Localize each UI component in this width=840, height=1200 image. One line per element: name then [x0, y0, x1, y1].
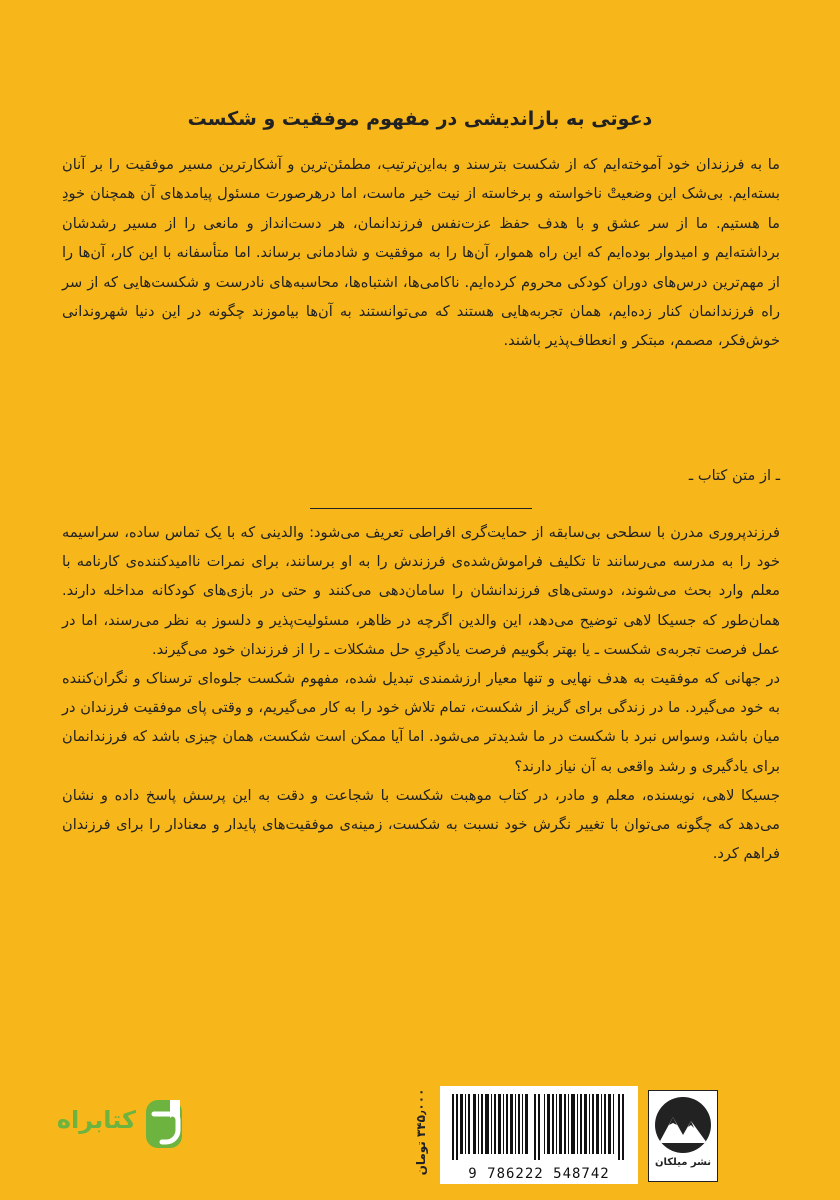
description-paragraph-1: فرزندپروری مدرن با سطحی بی‌سابقه از حمایت‌گری افراطی تعریف می‌شود: والدینی که با یک تماس ساده، سراسیمه خود را به مدرسه می‌رسانند تا تکلیف فراموش‌شده‌ی فرزندش را به او برسانند، برای نمرات ناامیدکننده‌ی کارنامه با معلم وارد بحث می‌شوند، دوستی‌های فرزندانشان را سامان‌دهی می‌کنند و حتی در بازی‌های کودکانه مداخله دارند. همان‌طور که جسیکا لاهی توضیح می‌دهد، این والدین اگرچه در ظاهر، مسئولیت‌پذیر و دلسوز به نظر می‌رسند، اما در عمل فرصت تجربه‌ی شکست ـ یا بهتر بگوییم فرصت یادگیریِ حل مشکلات ـ را از فرزندان خود می‌گیرند. — [62, 524, 780, 658]
isbn-digits: 9 786222 548742 — [468, 1166, 610, 1182]
book-description — [62, 518, 780, 868]
ketabrah-logo-text: کتابراه — [56, 1106, 136, 1134]
barcode-bars-icon — [448, 1094, 630, 1160]
section-divider — [310, 508, 532, 509]
mountain-icon — [655, 1097, 711, 1153]
book-excerpt — [62, 150, 780, 356]
excerpt-text: ما به فرزندان خود آموخته‌ایم که از شکست بترسند و به‌این‌ترتیب، مطمئن‌ترین و آشکارترین مسیر موفقیت را بر آنان بسته‌ایم. بی‌شک این وضعیتْ ناخواسته و برخاسته از نیت خیر ماست، اما درهرصورت مسئول پیامدهای آن همچنان خودِ ما هستیم. ما از سر عشق و با هدف حفظ عزت‌نفس فرزندانمان، هر دست‌انداز و مانعی را از مسیر رشدشان برداشته‌ایم و امیدوار بوده‌ایم که این راه هموار، آن‌ها را به موفقیت و شادمانی برساند. اما متأسفانه با این کار، آن‌ها را از مهم‌ترین درس‌های دوران کودکی محروم کرده‌ایم. ناکامی‌ها، اشتباه‌ها، محاسبه‌های نادرست و شکست‌هایی که از سر راه فرزندانمان کنار زده‌ایم، همان تجربه‌هایی هستند که می‌توانستند به آن‌ها بیاموزند چگونه در این دنیا شهروندانی خوش‌فکر، مصمم، مبتکر و انعطاف‌پذیر باشند. — [62, 156, 780, 350]
description-paragraph-3: جسیکا لاهی، نویسنده، معلم و مادر، در کتاب موهبت شکست با شجاعت و دقت به این پرسش پاسخ داده و نشان می‌دهد که چگونه می‌توان با تغییر نگرش خود نسبت به شکست، زمینه‌ی موفقیت‌های پایدار و معنادار را برای فرزندان فراهم کرد. — [62, 786, 780, 863]
ketabrah-book-icon — [144, 1096, 188, 1154]
mountain-emblem — [655, 1097, 711, 1153]
isbn-barcode — [440, 1086, 638, 1184]
excerpt-source: ـ از متن کتاب ـ — [688, 467, 780, 484]
cover-headline: دعوتی به بازاندیشی در مفهوم موفقیت و شکست — [187, 108, 653, 130]
book-price — [404, 1080, 438, 1184]
ketabrah-logo — [40, 1096, 190, 1158]
description-paragraph-2: در جهانی که موفقیت به هدف نهایی و تنها معیار ارزشمندی تبدیل شده، مفهوم شکست جلوه‌ای ترسناک و نگران‌کننده به خود می‌گیرد. ما در زندگی برای گریز از شکست، تمام تلاش خود را به کار می‌گیریم، و وقتی پای موفقیت فرزندان در میان باشد، وسواس نبرد با شکست در ما شدیدتر می‌شود. اما آیا ممکن است شکست، همان چیزی باشد که فرزندانمان برای یادگیری و رشد واقعی به آن نیاز دارند؟ — [62, 670, 780, 775]
publisher-logo — [648, 1090, 718, 1182]
publisher-name: نشر میلکان — [654, 1157, 712, 1168]
price-text: ۳۴۵٫۰۰۰ تومان — [414, 1088, 428, 1176]
